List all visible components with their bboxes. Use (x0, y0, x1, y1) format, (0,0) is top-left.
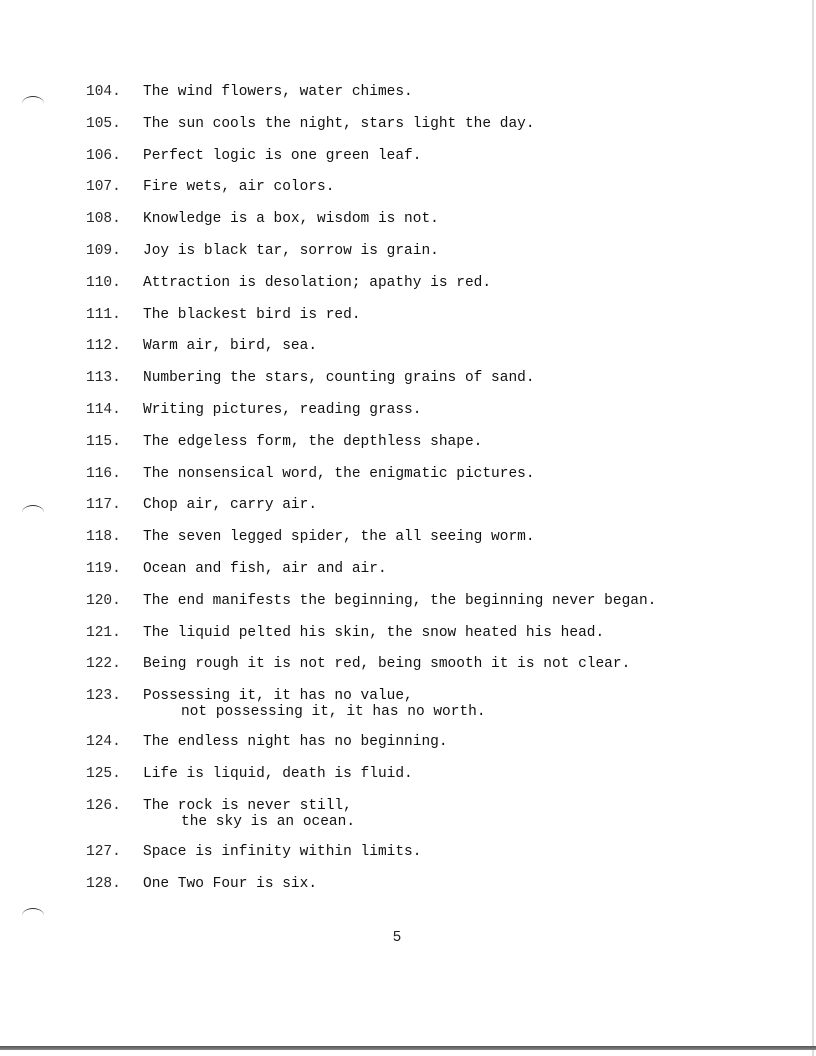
hole-punch-mark-middle (22, 505, 44, 520)
entry-line: The blackest bird is red. (143, 306, 361, 323)
entry-text (143, 798, 786, 830)
entry-text (143, 844, 786, 860)
entry-text (143, 529, 786, 545)
entry-text (143, 211, 786, 227)
list-item (86, 798, 786, 830)
entry-line: Fire wets, air colors. (143, 179, 335, 196)
entry-line: Writing pictures, reading grass. (143, 401, 422, 418)
hole-punch-mark-bottom (22, 908, 44, 923)
entry-number: 105. (86, 115, 121, 132)
entry-line: Attraction is desolation; apathy is red. (143, 274, 492, 291)
entry-text (143, 370, 786, 386)
list-item (86, 656, 786, 672)
entry-text (143, 876, 786, 892)
entry-text (143, 148, 786, 164)
entry-number: 115. (86, 433, 121, 450)
entry-text (143, 402, 786, 418)
list-item (86, 338, 786, 354)
entry-number: 112. (86, 338, 121, 355)
entry-text (143, 84, 786, 100)
list-item (86, 179, 786, 195)
entry-number: 109. (86, 242, 121, 259)
entry-line: Warm air, bird, sea. (143, 338, 318, 355)
entry-line: The liquid pelted his skin, the snow heated his head. (143, 624, 605, 641)
entry-line: The sun cools the night, stars light the day. (143, 115, 535, 132)
entry-text (143, 466, 786, 482)
list-item (86, 766, 786, 782)
entry-line: The endless night has no beginning. (143, 734, 448, 751)
entry-number: 125. (86, 765, 121, 782)
entry-continuation-line: the sky is an ocean. (181, 813, 356, 830)
entry-number: 104. (86, 84, 121, 100)
entry-number: 124. (86, 734, 121, 751)
list-item (86, 844, 786, 860)
entry-text (143, 688, 786, 720)
entry-text (143, 338, 786, 354)
list-item (86, 734, 786, 750)
list-item (86, 148, 786, 164)
list-item (86, 307, 786, 323)
entry-number: 117. (86, 497, 121, 514)
list-item (86, 211, 786, 227)
entry-line: Numbering the stars, counting grains of sand. (143, 370, 535, 387)
list-item (86, 434, 786, 450)
entry-number: 122. (86, 656, 121, 673)
entry-line: The edgeless form, the depthless shape. (143, 433, 483, 450)
entry-line: Chop air, carry air. (143, 497, 318, 514)
entry-line: Possessing it, it has no value, (143, 688, 413, 705)
list-item (86, 370, 786, 386)
entry-text (143, 497, 786, 513)
entry-line: Perfect logic is one green leaf. (143, 147, 422, 164)
entry-number: 121. (86, 624, 121, 641)
entry-text (143, 434, 786, 450)
entry-number: 113. (86, 370, 121, 387)
entry-number: 127. (86, 843, 121, 860)
list-item (86, 116, 786, 132)
entry-text (143, 179, 786, 195)
page-bottom-edge (0, 1046, 816, 1050)
entry-text (143, 625, 786, 641)
entry-line: The nonsensical word, the enigmatic pictures. (143, 465, 535, 482)
list-item (86, 625, 786, 641)
entry-line: The wind flowers, water chimes. (143, 84, 413, 100)
list-item (86, 688, 786, 720)
entry-text (143, 734, 786, 750)
entry-line: Being rough it is not red, being smooth it is not clear. (143, 656, 631, 673)
entry-text (143, 656, 786, 672)
list-item (86, 402, 786, 418)
entry-number: 128. (86, 875, 121, 892)
entry-line: The rock is never still, (143, 797, 352, 814)
hole-punch-mark-top (22, 96, 44, 111)
entry-number: 108. (86, 211, 121, 228)
entry-number: 114. (86, 401, 121, 418)
entry-line: Ocean and fish, air and air. (143, 560, 387, 577)
entry-number: 111. (86, 306, 121, 323)
list-item (86, 275, 786, 291)
numbered-entry-list (86, 84, 786, 907)
entry-text (143, 766, 786, 782)
entry-number: 123. (86, 688, 121, 705)
entry-text (143, 116, 786, 132)
entry-number: 118. (86, 529, 121, 546)
entry-line: Space is infinity within limits. (143, 843, 422, 860)
list-item (86, 529, 786, 545)
entry-line: The seven legged spider, the all seeing worm. (143, 529, 535, 546)
entry-number: 107. (86, 179, 121, 196)
list-item (86, 84, 786, 100)
entry-line: One Two Four is six. (143, 875, 318, 892)
entry-number: 119. (86, 560, 121, 577)
entry-text (143, 243, 786, 259)
entry-line: The end manifests the beginning, the beginning never began. (143, 592, 657, 609)
list-item (86, 561, 786, 577)
entry-number: 120. (86, 592, 121, 609)
entry-text (143, 593, 786, 609)
entry-text (143, 275, 786, 291)
entry-number: 110. (86, 274, 121, 291)
page-number: 5 (392, 930, 402, 946)
list-item (86, 497, 786, 513)
list-item (86, 243, 786, 259)
entry-text (143, 561, 786, 577)
entry-number: 106. (86, 147, 121, 164)
page-right-edge (812, 0, 814, 1056)
entry-line: Knowledge is a box, wisdom is not. (143, 211, 439, 228)
list-item (86, 466, 786, 482)
entry-line: Joy is black tar, sorrow is grain. (143, 242, 439, 259)
entry-text (143, 307, 786, 323)
entry-number: 126. (86, 797, 121, 814)
list-item (86, 593, 786, 609)
entry-continuation-line: not possessing it, it has no worth. (181, 704, 486, 721)
list-item (86, 876, 786, 892)
entry-number: 116. (86, 465, 121, 482)
entry-line: Life is liquid, death is fluid. (143, 765, 413, 782)
